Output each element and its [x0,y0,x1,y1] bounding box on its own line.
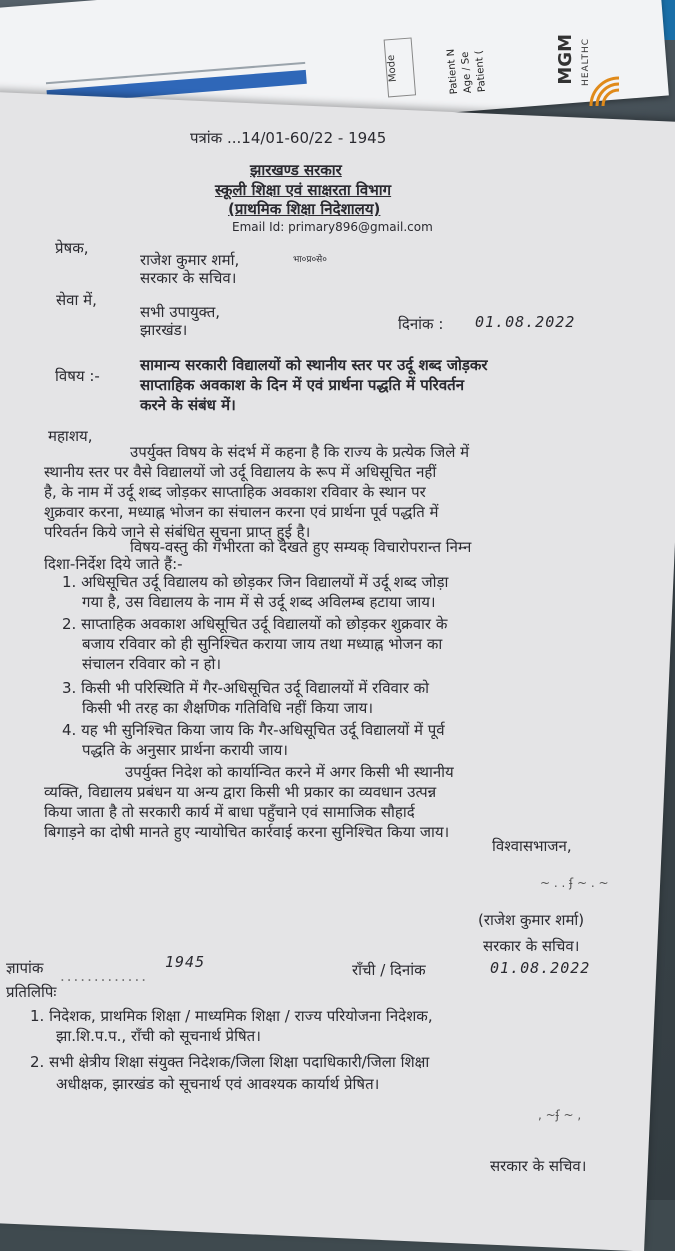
sender-post: सरकार के सचिव। [140,269,237,287]
recipient-2: झारखंड। [140,321,188,339]
point-4-line-2: पद्धति के अनुसार प्रार्थना करायी जाय। [82,741,288,759]
recipient-1: सभी उपायुक्त, [140,303,221,321]
para1-line-4: शुक्रवार करना, मध्याह्न भोजन का संचालन करना एवं प्रार्थना पूर्व पद्धति में [44,503,439,521]
header-dept: स्कूली शिक्षा एवं साक्षरता विभाग [215,181,392,199]
letter-number: पत्रांक ...14/01-60/22 - 1945 [190,129,387,147]
para3-line-4: बिगाड़ने का दोषी मानते हुए न्यायोचित कार्रवाई करना सुनिश्चित किया जाय। [44,823,450,841]
subject-line-1: सामान्य सरकारी विद्यालयों को स्थानीय स्तर पर उर्दू शब्द जोड़कर [140,356,488,374]
point-1-line-1: 1. अधिसूचित उर्दू विद्यालय को छोड़कर जिन विद्यालयों में उर्दू शब्द जोड़ा [62,573,449,591]
header-email: Email Id: primary896@gmail.com [232,220,433,234]
salutation: महाशय, [48,427,93,445]
point-2-line-3: संचालन रविवार को न हो। [82,655,222,673]
para1-line-5: परिवर्तन किये जाने से संबंधित सूचना प्राप्त हुई है। [44,523,311,541]
subject-label: विषय :- [55,367,100,385]
point-2-line-2: बजाय रविवार को ही सुनिश्चित कराया जाय तथा मध्याह्न भोजन का [82,635,443,653]
patient-age-field: Age / Se [459,51,475,94]
para3-line-2: व्यक्ति, विद्यालय प्रबंधन या अन्य द्वारा किसी भी प्रकार का व्यवधान उत्पन्न [44,783,437,801]
logo-brand: MGM [555,34,576,85]
signature-mark-1: ~ . . ʄ ~ . ~ [540,876,609,890]
para3-line-1: उपर्युक्त निदेश को कार्यान्वित करने में अगर किसी भी स्थानीय [125,763,454,781]
preshak-label: प्रेषक, [55,239,89,257]
copy-1-line-2: झा.शि.प.प., राँची को सूचनार्थ प्रेषित। [56,1027,261,1045]
memo-label: ज्ञापांक [6,959,44,977]
header-directorate: (प्राथमिक शिक्षा निदेशालय) [228,200,381,218]
point-3-line-2: किसी भी तरह का शैक्षणिक गतिविधि नहीं किया जाय। [82,699,374,717]
subject-line-2: साप्ताहिक अवकाश के दिन में एवं प्रार्थना पद्धति में परिवर्तन [140,376,465,394]
sender-service: भा०प्र०से० [293,255,327,265]
signature-mark-2: , ~ʄ ~ , [538,1108,582,1122]
subject-line-3: करने के संबंध में। [140,396,236,414]
copy-2-line-1: 2. सभी क्षेत्रीय शिक्षा संयुक्त निदेशक/जिला शिक्षा पदाधिकारी/जिला शिक्षा [30,1053,430,1071]
para2-line-1: विषय-वस्तु की गंभीरता को देखते हुए सम्यक् विचारोपरान्त निम्न [130,538,472,556]
point-4-line-1: 4. यह भी सुनिश्चित किया जाय कि गैर-अधिसूचित उर्दू विद्यालयों में पूर्व [62,721,445,739]
mode-box: Mode [384,37,416,97]
memo-number: 1945 [165,953,206,971]
signatory-name: (राजेश कुमार शर्मा) [478,911,585,929]
copy-2-line-2: अधीक्षक, झारखंड को सूचनार्थ एवं आवश्यक कार्यार्थ प्रेषित। [56,1075,380,1093]
patient-name-field: Patient N [445,48,461,95]
patient-other-field: Patient ( [473,49,488,93]
copy-label: प्रतिलिपिः [6,983,57,1001]
closing: विश्वासभाजन, [492,837,572,855]
signatory-post: सरकार के सचिव। [483,937,580,955]
seva-label: सेवा में, [56,291,97,309]
para3-line-3: किया जाता है तो सरकारी कार्य में बाधा पहुँचाने एवं सामाजिक सौहार्द [44,803,415,821]
footer-post: सरकार के सचिव। [490,1157,587,1175]
memo-place: राँची / दिनांक [352,961,426,979]
para1-line-3: है, के नाम में उर्दू शब्द जोड़कर साप्ताहिक अवकाश रविवार के स्थान पर [44,483,426,501]
logo-sub: HEALTHC [581,38,591,86]
para1-line-1: उपर्युक्त विषय के संदर्भ में कहना है कि राज्य के प्रत्येक जिले में [130,443,470,461]
para1-line-2: स्थानीय स्तर पर वैसे विद्यालयों जो उर्दू विद्यालय के रूप में अधिसूचित नहीं [44,463,437,481]
para2-line-2: दिशा-निर्देश दिये जाते हैं:- [44,555,183,573]
header-govt: झारखण्ड सरकार [250,161,342,179]
copy-1-line-1: 1. निदेशक, प्राथमिक शिक्षा / माध्यमिक शिक्षा / राज्य परियोजना निदेशक, [30,1007,433,1025]
date-label: दिनांक : [398,315,444,333]
date-value: 01.08.2022 [475,313,576,331]
memo-date: 01.08.2022 [490,959,591,977]
point-2-line-1: 2. साप्ताहिक अवकाश अधिसूचित उर्दू विद्यालयों को छोड़कर शुक्रवार के [62,615,448,633]
sender-name: राजेश कुमार शर्मा, [140,251,240,269]
point-3-line-1: 3. किसी भी परिस्थिति में गैर-अधिसूचित उर्दू विद्यालयों में रविवार को [62,679,430,697]
point-1-line-2: गया है, उस विद्यालय के नाम में से उर्दू शब्द अविलम्ब हटाया जाय। [82,593,436,611]
memo-dots: ............. [60,967,148,985]
